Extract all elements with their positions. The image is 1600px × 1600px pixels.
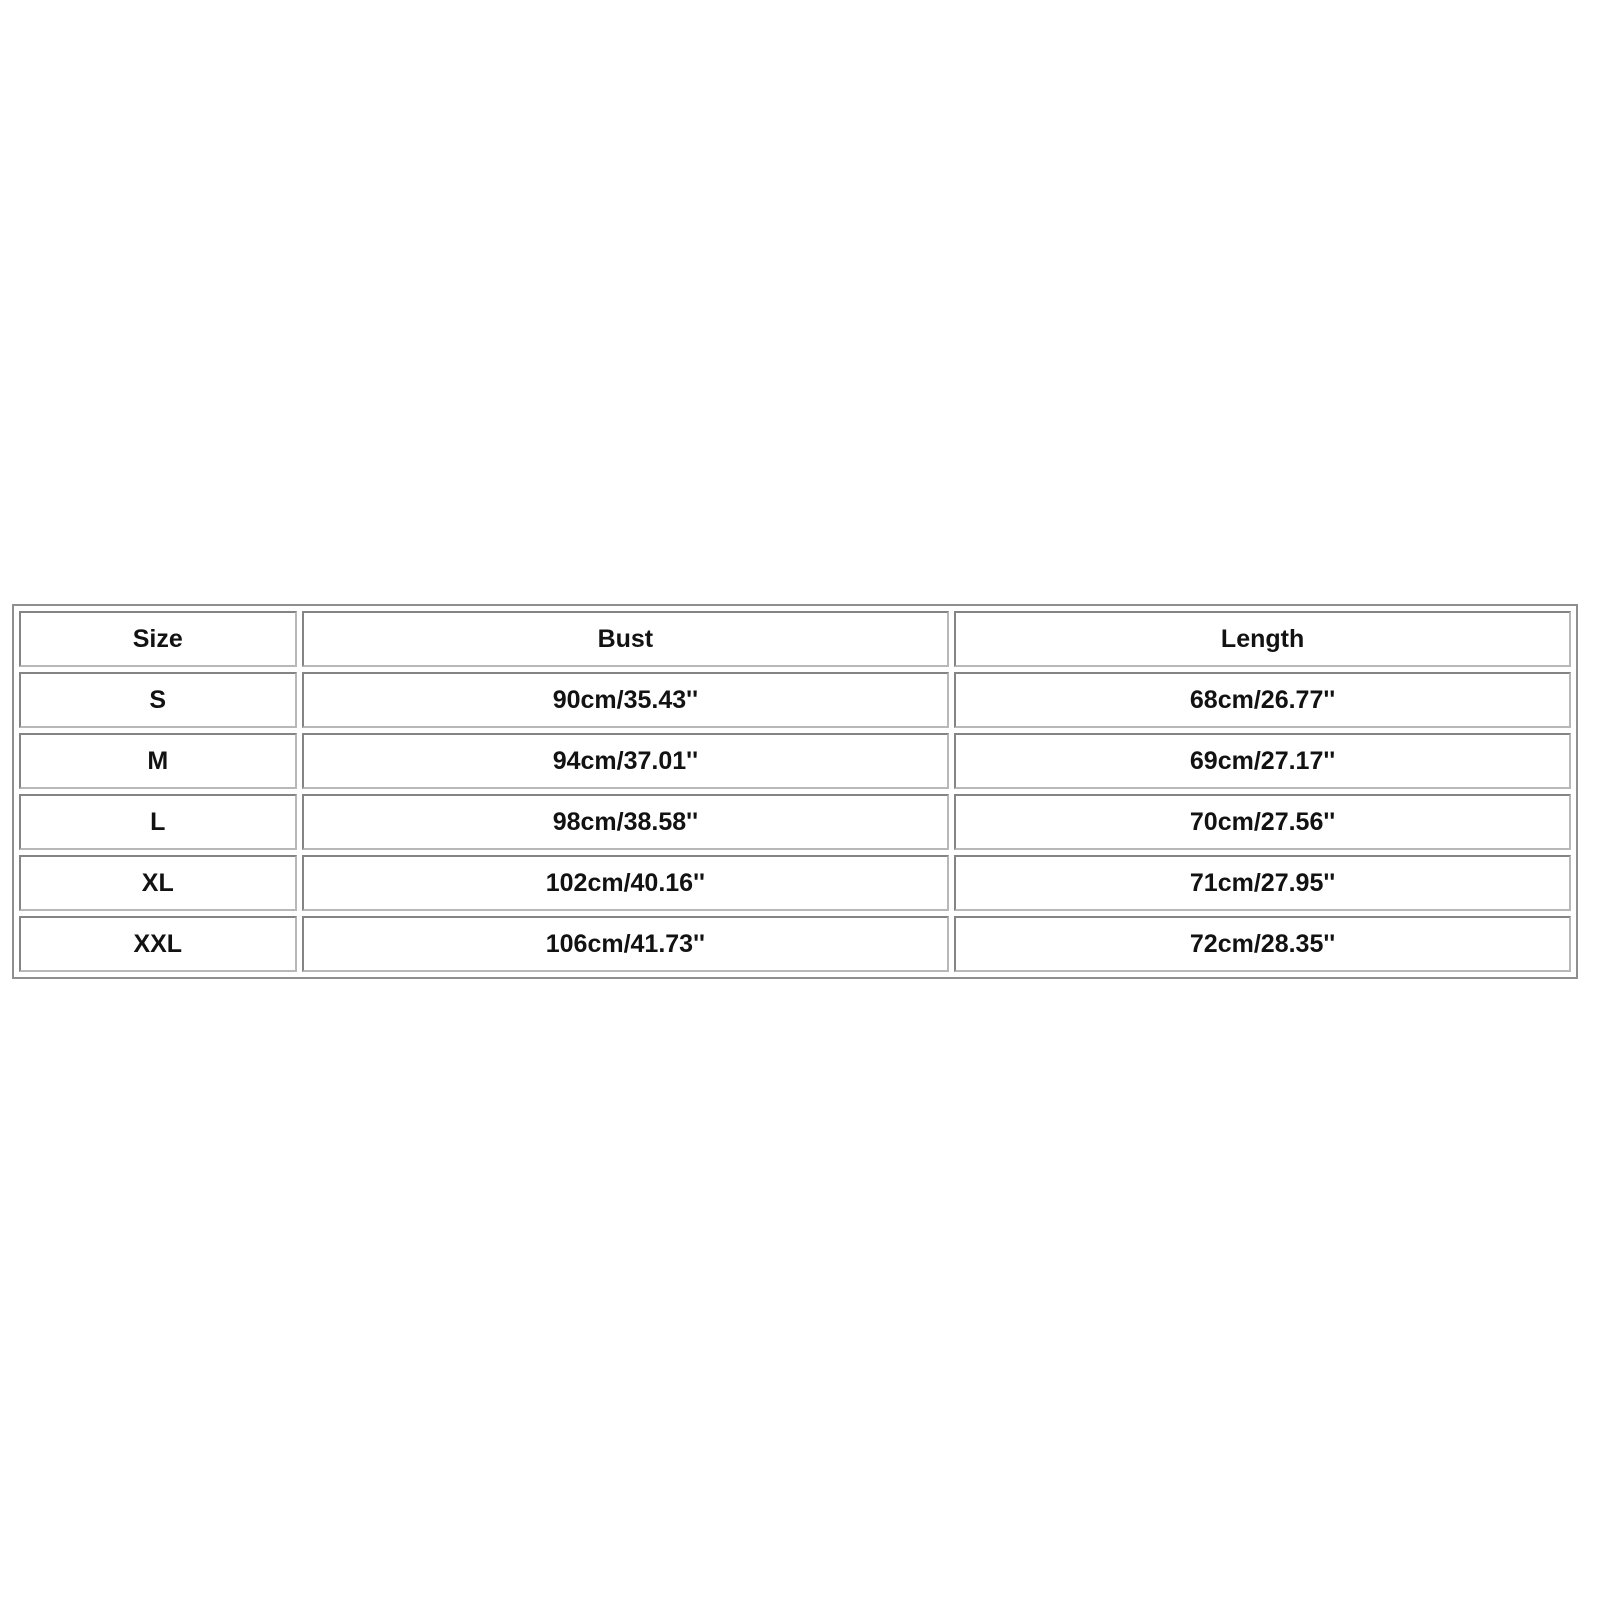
cell-length: 68cm/26.77'' (954, 672, 1571, 728)
column-header-bust: Bust (302, 611, 950, 667)
table-row-l (19, 794, 1571, 850)
cell-size: S (19, 672, 297, 728)
table-row-s (19, 672, 1571, 728)
header-row (19, 611, 1571, 667)
cell-bust: 102cm/40.16'' (302, 855, 950, 911)
cell-bust: 94cm/37.01'' (302, 733, 950, 789)
cell-length: 70cm/27.56'' (954, 794, 1571, 850)
cell-size: XXL (19, 916, 297, 972)
cell-bust: 98cm/38.58'' (302, 794, 950, 850)
table-row-xl (19, 855, 1571, 911)
cell-length: 71cm/27.95'' (954, 855, 1571, 911)
cell-size: XL (19, 855, 297, 911)
table-row-xxl (19, 916, 1571, 972)
cell-size: L (19, 794, 297, 850)
cell-size: M (19, 733, 297, 789)
table-row-m (19, 733, 1571, 789)
column-header-length: Length (954, 611, 1571, 667)
size-chart-table (12, 604, 1578, 979)
cell-length: 69cm/27.17'' (954, 733, 1571, 789)
cell-bust: 106cm/41.73'' (302, 916, 950, 972)
cell-length: 72cm/28.35'' (954, 916, 1571, 972)
column-header-size: Size (19, 611, 297, 667)
cell-bust: 90cm/35.43'' (302, 672, 950, 728)
